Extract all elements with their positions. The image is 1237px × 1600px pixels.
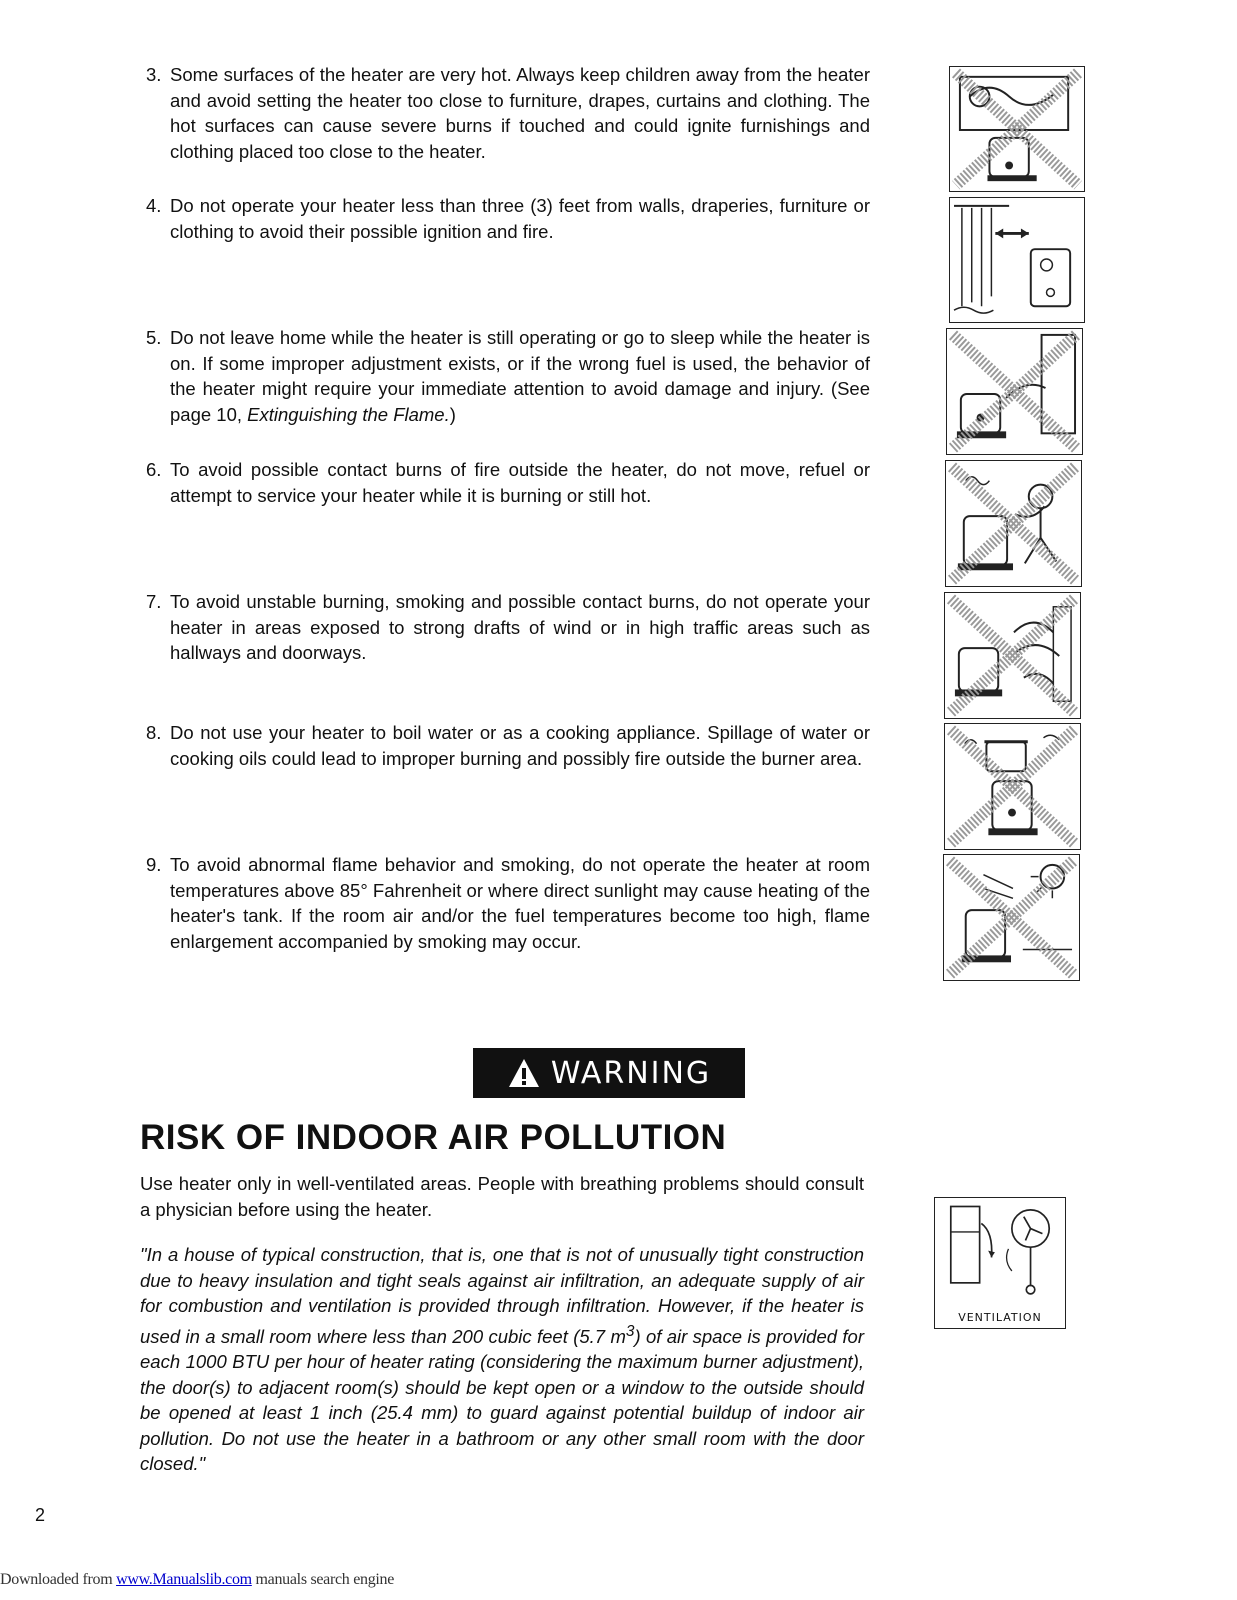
direct-sunlight-illustration — [943, 854, 1080, 981]
warning-badge — [473, 1048, 745, 1098]
intro-paragraph: Use heater only in well-ventilated areas. People with breathing problems should consult a physician before using the heater. — [140, 1173, 864, 1220]
manualslib-link[interactable]: www.Manualslib.com — [116, 1571, 252, 1588]
safety-item-5 — [140, 325, 870, 427]
page-number: 2 — [35, 1505, 46, 1525]
item-text: Do not leave home while the heater is still operating or go to sleep while the heater is on. If some improper adjustment exists, or if the wrong fuel is used, the behavior of the heater might require your immediate attention to avoid damage and injury. (See page 10, Extinguishing the Flame.) — [170, 327, 870, 425]
section-heading: RISK OF INDOOR AIR POLLUTION — [140, 1118, 727, 1157]
sleeping-while-heater-on-illustration — [946, 328, 1083, 455]
safety-item-4 — [140, 193, 870, 244]
children-near-heater-illustration — [949, 66, 1085, 192]
item-text: Do not operate your heater less than three (3) feet from walls, draperies, furniture or clothing to avoid their possible ignition and fire. — [170, 195, 870, 242]
download-footer: Downloaded from www.Manualslib.com manuals search engine — [0, 1571, 395, 1588]
item-number: 6. — [146, 459, 162, 480]
item-number: 4. — [146, 195, 162, 216]
item-number: 3. — [146, 64, 162, 85]
quote-paragraph: "In a house of typical construction, that is, one that is not of unusually tight construction due to heavy insulation and tight seals against air infiltration, an adequate supply of air for combustion and ventilation is provided through infiltration. However, if the heater is used in a small room where less than 200 cubic feet (5.7 $m^3$) of air space is provided for each 1000 BTU per hour of heater rating (considering the maximum burner adjustment), the door(s) to adjacent room(s) should be kept open or a window to the outside should be opened at least 1 inch (25.4 mm) to guard against potential buildup of indoor air pollution. Do not use the heater in a bathroom or any other small room with the door closed." — [140, 1244, 864, 1475]
item-number: 7. — [146, 591, 162, 612]
safety-item-6 — [140, 457, 870, 508]
page-reference: Extinguishing the Flame. — [247, 403, 450, 425]
item-text: Some surfaces of the heater are very hot. Always keep children away from the heater and avoid setting the heater too close to furniture, drapes, curtains and clothing. The hot surfaces can cause severe burns if touched and could ignite furnishings and clothing placed too close to the heater. — [170, 64, 870, 162]
item-number: 5. — [146, 327, 162, 348]
ventilation-label: VENTILATION — [958, 1311, 1042, 1324]
safety-item-7 — [140, 589, 870, 666]
warning-triangle-icon — [507, 1057, 541, 1089]
drafty-area-illustration — [944, 592, 1081, 719]
safety-item-3 — [140, 62, 870, 164]
three-feet-clearance-illustration — [949, 197, 1085, 323]
safety-item-8 — [140, 720, 870, 771]
warning-label: WARNING — [550, 1055, 712, 1091]
ventilation-illustration — [934, 1197, 1066, 1329]
item-text: To avoid unstable burning, smoking and possible contact burns, do not operate your heater in areas exposed to strong drafts of wind or in high traffic areas such as hallways and doorways. — [170, 591, 870, 663]
item-text: To avoid abnormal flame behavior and smoking, do not operate the heater at room temperatures above 85° Fahrenheit or where direct sunlight may cause heating of the heater's tank. If the room air and/or the fuel temperatures become too high, flame enlargement accompanied by smoking may occur. — [170, 854, 870, 952]
moving-hot-heater-illustration — [945, 460, 1082, 587]
item-number: 8. — [146, 722, 162, 743]
safety-item-9 — [140, 852, 870, 954]
superscript: 3 — [625, 1322, 635, 1340]
item-text: Do not use your heater to boil water or as a cooking appliance. Spillage of water or cooking oils could lead to improper burning and possibly fire outside the burner area. — [170, 722, 870, 769]
cooking-on-heater-illustration — [944, 723, 1081, 850]
item-number: 9. — [146, 854, 162, 875]
item-text: To avoid possible contact burns of fire outside the heater, do not move, refuel or attempt to service your heater while it is burning or still hot. — [170, 459, 870, 506]
